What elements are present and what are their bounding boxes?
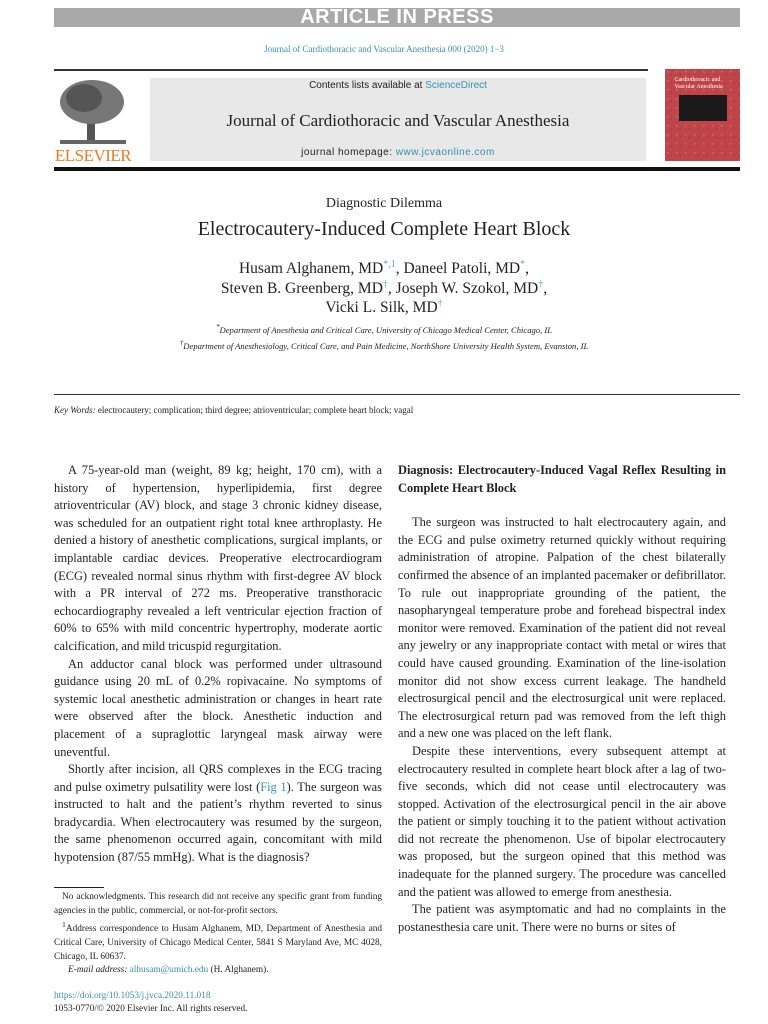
- text: ). The surgeon was instructed to halt and the patient’s rhythm reverted to sinus bradycardia. When electrocautery was resumed by the surgeon, the same phenomenon occurred again, concomitant with mild hypotension (87/55 mmHg). What is the diagnosis?: [54, 779, 382, 865]
- left-footer: [54, 873, 382, 1017]
- article-title: Electrocautery-Induced Complete Heart Block: [197, 218, 571, 240]
- homepage-line: [150, 147, 646, 158]
- doi-link[interactable]: https://doi.org/10.1053/j.jvca.2020.11.018: [54, 990, 211, 1001]
- author: [396, 280, 547, 297]
- separator: ,: [543, 279, 548, 297]
- footnote-divider: [54, 887, 104, 888]
- left-column: [54, 462, 382, 1017]
- homepage-label: journal homepage:: [301, 147, 396, 158]
- section-heading: Diagnosis: Electrocautery-Induced Vagal Reflex Resulting in Complete Heart Block: [398, 463, 726, 495]
- right-column: [398, 462, 726, 936]
- doi-block: [54, 990, 382, 1017]
- contents-label: Contents lists available at: [309, 80, 426, 91]
- author: [239, 260, 403, 277]
- correspondence-text: Address correspondence to Husam Alghanem, MD, Department of Anesthesia and Critical Care, University of Chicago Medical Center, 5841 S Maryland Ave, MC 4028, Chicago, IL 60637.: [54, 924, 382, 962]
- homepage-link[interactable]: www.jcvaonline.com: [395, 147, 495, 158]
- paragraph: [54, 761, 382, 867]
- article-section: Diagnostic Dilemma: [325, 196, 443, 211]
- sciencedirect-link[interactable]: ScienceDirect: [425, 80, 487, 91]
- author-name: Steven B. Greenberg, MD: [220, 279, 383, 297]
- author-name: Daneel Patoli, MD: [403, 260, 521, 277]
- affiliation-mark[interactable]: †: [538, 278, 544, 290]
- affiliation-mark: †: [179, 339, 184, 348]
- cover-title: Cardiothoracic and Vascular Anesthesia: [674, 77, 723, 90]
- affiliation: [0, 337, 768, 353]
- email-label: E-mail address:: [68, 965, 128, 976]
- journal-title: Journal of Cardiothoracic and Vascular Anesthesia: [226, 111, 570, 130]
- contents-line: [150, 80, 646, 91]
- affiliation-mark: *: [215, 323, 220, 331]
- author-name: Vicki L. Silk, MD: [325, 299, 438, 316]
- affiliation: [0, 321, 768, 337]
- keywords: [54, 405, 413, 415]
- keywords-label: Key Words:: [54, 405, 96, 415]
- copyright: 1053-0770/© 2020 Elsevier Inc. All rights reserved.: [54, 1004, 248, 1015]
- divider: [54, 394, 740, 395]
- separator: ,: [387, 279, 396, 297]
- divider: [54, 69, 648, 71]
- paragraph: An adductor canal block was performed under ultrasound guidance using 20 mL of 0.2% ropivacaine. No symptoms of systemic local anesthetic administration or changes in heart rate were observed after the block. Anesthetic induction and placement of a supraglottic laryngeal mask airway were uneventful.: [54, 656, 382, 759]
- elsevier-wordmark: ELSEVIER: [54, 146, 132, 165]
- correspondence-note: [54, 918, 382, 964]
- separator: ,: [395, 260, 404, 277]
- author-name: Husam Alghanem, MD: [238, 260, 384, 277]
- cover-picture: [679, 95, 727, 121]
- acknowledgment-note: No acknowledgments. This research did not receive any specific grant from funding agencies in the public, commercial, or not-for-profit sectors.: [54, 892, 382, 916]
- author-list: [0, 259, 768, 318]
- separator: ,: [525, 260, 530, 277]
- email-owner: (H. Alghanem).: [208, 965, 269, 976]
- affiliation-mark[interactable]: *,1: [383, 258, 396, 270]
- affiliation-mark[interactable]: †: [382, 278, 388, 290]
- affiliation-mark[interactable]: †: [437, 297, 443, 309]
- left-body: [54, 462, 382, 867]
- paragraph: The surgeon was instructed to halt electrocautery again, and the ECG and pulse oximetry returned quickly without requiring administration of atropine. Palpation of the chest bilaterally confirmed the absence of an implanted pacemaker or defibrillator. To rule out inappropriate grounding of the patient, the nasopharyngeal temperature probe and forehead bispectral index monitor were removed. Examination of the patient did not reveal any jewelry or any inappropriate contact with metal or wires that could have caused grounding. Examination of the line-isolation monitor did not show excess current leakage. The handheld electrosurgical pencil and the electrosurgical unit were replaced. The electrosurgical return pad was removed from the left thigh and a new one was placed on the left flank.: [398, 515, 726, 741]
- keywords-text: electrocautery; complication; third degree; atrioventricular; complete heart block; vagal: [97, 405, 414, 415]
- paragraph: A 75-year-old man (weight, 89 kg; height, 170 cm), with a history of hypertension, hyperlipidemia, first degree atrioventricular (AV) block, and stage 3 chronic kidney disease, was scheduled for an outpatient right total knee arthroplasty. He denied a history of anesthetic complications, surgical implants, or implantable cardiac devices. Preoperative electrocardiogram (ECG) revealed normal sinus rhythm with first-degree AV block with a PR interval of 272 ms. Preoperative transthoracic echocardiography revealed a left ventricular ejection fraction of 60% to 65% with mild concentric hypertrophy, moderate aortic calcification, and mild tricuspid regurgitation.: [54, 463, 382, 653]
- footnotes: [54, 891, 382, 978]
- article-in-press-banner: ARTICLE IN PRESS: [54, 8, 740, 27]
- author-name: Joseph W. Szokol, MD: [395, 279, 539, 297]
- email-note: [54, 964, 382, 978]
- affiliation-mark[interactable]: *: [520, 258, 526, 270]
- journal-header: [150, 78, 646, 161]
- author: [221, 280, 396, 297]
- email-link[interactable]: alhusam@umich.edu: [129, 965, 209, 976]
- journal-reference[interactable]: Journal of Cardiothoracic and Vascular Anesthesia 000 (2020) 1−3: [264, 44, 504, 54]
- affiliation-text: Department of Anesthesiology, Critical Care, and Pain Medicine, NorthShore University Health System, Evanston, IL: [183, 341, 589, 352]
- affiliations: [0, 321, 768, 354]
- paragraph: The patient was asymptomatic and had no complaints in the postanesthesia care unit. There were no burns or sites of: [398, 902, 726, 934]
- author: [325, 299, 442, 316]
- paragraph: Despite these interventions, every subsequent attempt at electrocautery resulted in complete heart block after a lag of two-five seconds, which did not cease until electrocautery was stopped. Activation of the electrosurgical pencil in the air above the patient or simply touching it to the patient without activation did not recreate the phenomenon. Use of bipolar electrocautery was proposed, but the surgeon opined that this method was inadequate for the planned surgery. The procedure was cancelled and the patient was allowed to emerge from anesthesia.: [398, 743, 726, 899]
- author: [403, 260, 529, 277]
- affiliation-text: Department of Anesthesia and Critical Care, University of Chicago Medical Center, Chicago, IL: [219, 324, 553, 335]
- footnote-mark: 1: [62, 920, 66, 930]
- divider: [54, 167, 740, 171]
- journal-cover-image: [665, 69, 740, 161]
- text: Shortly after incision, all QRS complexes in the ECG tracing and pulse oximetry pulsatility were lost (: [54, 762, 382, 794]
- figure-link[interactable]: Fig 1: [260, 779, 287, 794]
